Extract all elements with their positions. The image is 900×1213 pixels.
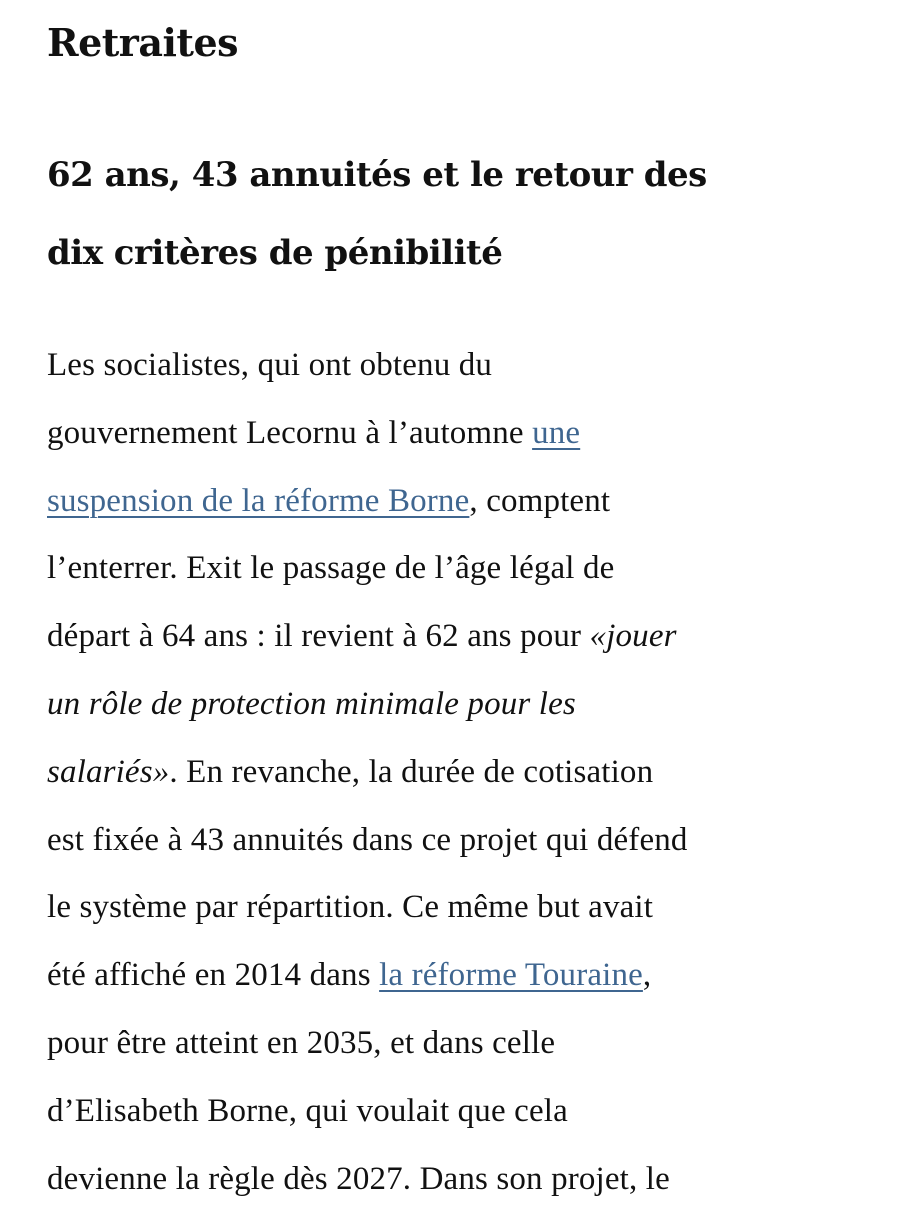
paragraph-line xyxy=(47,942,867,1010)
paragraph-line xyxy=(47,468,867,536)
paragraph-text: , xyxy=(642,957,652,994)
quote-text: un rôle de protection minimale pour les xyxy=(47,685,576,722)
paragraph-line: d’Elisabeth Borne, qui voulait que cela xyxy=(47,1092,568,1129)
article-paragraph xyxy=(47,332,867,1213)
paragraph-line: le système par répartition. Ce même but avait xyxy=(47,889,654,926)
section-title: Retraites xyxy=(47,20,239,65)
quote-text: «jouer xyxy=(589,618,677,655)
article-subtitle xyxy=(47,136,867,292)
paragraph-line: est fixée à 43 annuités dans ce projet qui défend xyxy=(47,821,688,858)
paragraph-line xyxy=(47,671,867,739)
subtitle-line: 62 ans, 43 annuités et le retour des xyxy=(47,155,707,195)
paragraph-line xyxy=(47,603,867,671)
paragraph-line xyxy=(47,400,867,468)
subtitle-line: dix critères de pénibilité xyxy=(47,233,503,273)
paragraph-text: départ à 64 ans : il revient à 62 ans pour xyxy=(47,618,590,655)
paragraph-line: pour être atteint en 2035, et dans celle xyxy=(47,1024,556,1061)
article xyxy=(47,0,867,1213)
paragraph-text: . En revanche, la durée de cotisation xyxy=(169,753,654,790)
quote-text: salariés» xyxy=(47,753,170,790)
paragraph-text: , comptent xyxy=(469,482,611,519)
link-reforme-touraine[interactable]: la réforme Touraine xyxy=(379,957,643,994)
paragraph-line xyxy=(47,739,867,807)
paragraph-line: devienne la règle dès 2027. Dans son projet, le xyxy=(47,1160,670,1197)
link-suspension-reforme-borne[interactable]: une xyxy=(532,414,581,451)
link-suspension-reforme-borne-cont[interactable]: suspension de la réforme Borne xyxy=(47,482,470,519)
paragraph-text: été affiché en 2014 dans xyxy=(47,957,380,994)
paragraph-line: l’enterrer. Exit le passage de l’âge légal de xyxy=(47,550,615,587)
paragraph-text: gouvernement Lecornu à l’automne xyxy=(47,414,533,451)
paragraph-line: Les socialistes, qui ont obtenu du xyxy=(47,347,493,383)
